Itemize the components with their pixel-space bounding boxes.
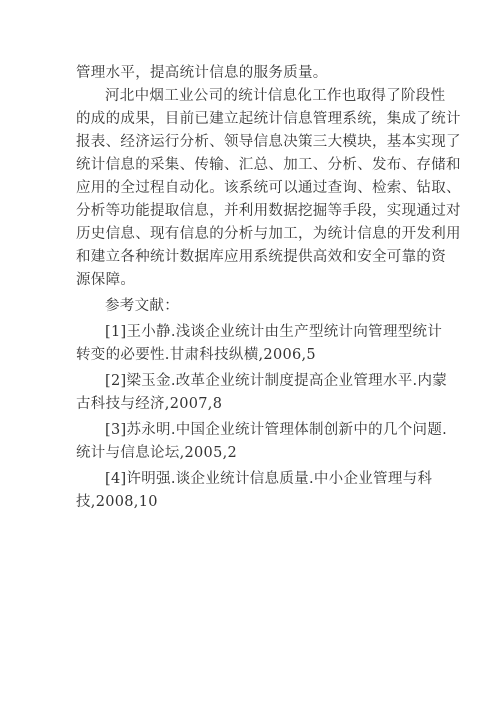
- reference-item-4: [76, 468, 432, 514]
- paragraph-line: 报表、经济运行分析、领导信息决策三大模块，基本实现了: [76, 134, 461, 150]
- paragraph-line: 统计信息的采集、传输、汇总、加工、分析、发布、存储和: [76, 157, 461, 173]
- reference-line: [3]苏永明.中国企业统计管理体制创新中的几个问题.: [105, 422, 448, 438]
- reference-line: 转变的必要性.甘肃科技纵横,2006,5: [76, 347, 316, 363]
- paragraph-line: 河北中烟工业公司的统计信息化工作也取得了阶段性: [105, 88, 446, 104]
- reference-line: 技,2008,10: [76, 494, 158, 510]
- reference-item-1: [76, 321, 443, 367]
- paragraph-line: 历史信息、现有信息的分析与加工，为统计信息的开发利用: [76, 226, 461, 242]
- paragraph-line: 和建立各种统计数据库应用系统提供高效和安全可靠的资: [76, 249, 446, 265]
- reference-line: 古科技与经济,2007,8: [76, 396, 223, 412]
- paragraph-line: 的成的成果，目前已建立起统计信息管理系统，集成了统计: [76, 111, 461, 127]
- paragraph-line: 管理水平，提高统计信息的服务质量。: [76, 65, 328, 81]
- reference-item-3: [76, 419, 448, 465]
- reference-line: [1]王小静.浅谈企业统计由生产型统计向管理型统计: [105, 324, 443, 340]
- reference-line: 统计与信息论坛,2005,2: [76, 445, 238, 461]
- reference-line: [2]梁玉金.改革企业统计制度提高企业管理水平.内蒙: [105, 373, 448, 389]
- references-heading: 参考文献：: [105, 298, 179, 314]
- paragraph-line: 源保障。: [76, 272, 136, 288]
- paragraph-line: 分析等功能提取信息，并利用数据挖掘等手段，实现通过对: [76, 203, 461, 219]
- reference-item-2: [76, 370, 448, 416]
- references-section: [76, 295, 448, 514]
- document-body: [76, 62, 461, 514]
- paragraph-1: [76, 62, 432, 85]
- paragraph-line: 应用的全过程自动化。该系统可以通过查询、检索、钻取、: [76, 180, 461, 196]
- reference-line: [4]许明强.谈企业统计信息质量.中小企业管理与科: [105, 471, 433, 487]
- paragraph-2: [76, 85, 461, 292]
